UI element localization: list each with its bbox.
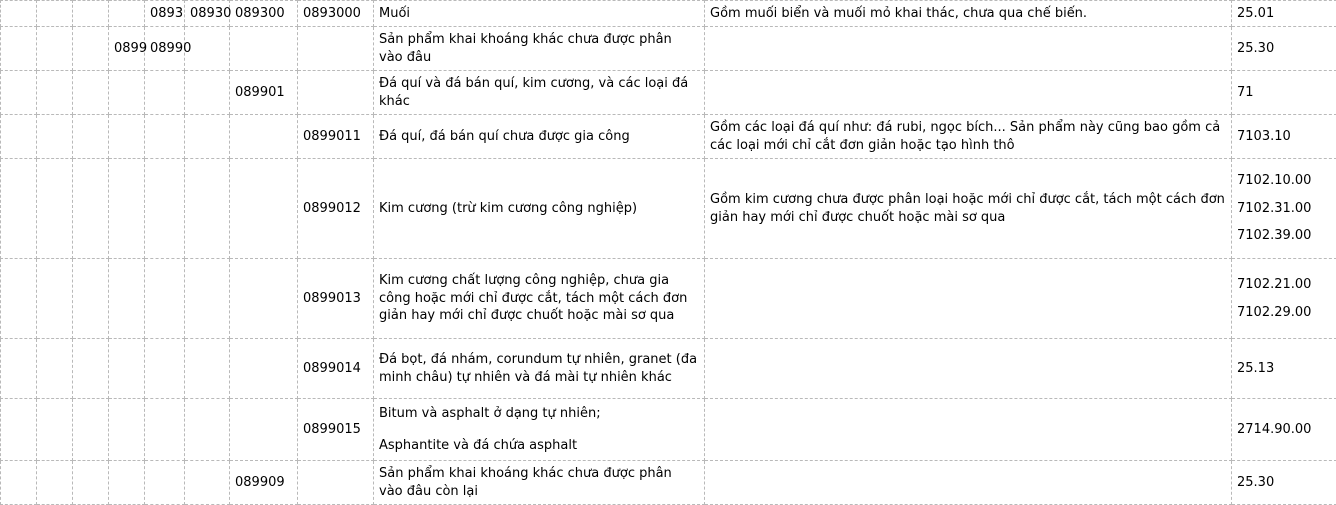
cell-level2 xyxy=(37,27,73,71)
cell-code4 xyxy=(145,399,185,461)
cell-note xyxy=(705,399,1232,461)
cell-level3 xyxy=(73,259,109,339)
cell-code5 xyxy=(185,339,230,399)
cell-level3 xyxy=(73,27,109,71)
hs-code-line: 7102.29.00 xyxy=(1237,299,1331,327)
hs-code-line: 7102.10.00 xyxy=(1237,167,1331,195)
cell-code5: 08930 xyxy=(185,1,230,27)
cell-level1 xyxy=(1,399,37,461)
cell-level1 xyxy=(1,71,37,115)
table-row xyxy=(1,71,1336,115)
cell-hs-code: 7103.10 xyxy=(1232,115,1336,159)
cell-code5 xyxy=(185,71,230,115)
cell-code6: 089909 xyxy=(230,461,298,505)
cell-code7: 0899015 xyxy=(298,399,374,461)
cell-description: Kim cương (trừ kim cương công nghiệp) xyxy=(374,159,705,259)
cell-code6 xyxy=(230,339,298,399)
cell-level3 xyxy=(73,115,109,159)
hs-code-line: 7102.21.00 xyxy=(1237,271,1331,299)
cell-hs-code: 25.13 xyxy=(1232,339,1336,399)
cell-level4 xyxy=(109,71,145,115)
table-row xyxy=(1,259,1336,339)
cell-hs-code: 25.30 xyxy=(1232,461,1336,505)
cell-code7: 0899014 xyxy=(298,339,374,399)
cell-code6 xyxy=(230,399,298,461)
table-row xyxy=(1,399,1336,461)
cell-level2 xyxy=(37,159,73,259)
table-row xyxy=(1,115,1336,159)
cell-note: Gồm kim cương chưa được phân loại hoặc mới chỉ được cắt, tách một cách đơn giản hay mới chỉ được chuốt hoặc mài sơ qua xyxy=(705,159,1232,259)
cell-description: Kim cương chất lượng công nghiệp, chưa gia công hoặc mới chỉ được cắt, tách một cách đơn giản hay mới chỉ được chuốt hoặc mài sơ qua xyxy=(374,259,705,339)
cell-level1 xyxy=(1,27,37,71)
cell-level3 xyxy=(73,1,109,27)
cell-code4 xyxy=(145,159,185,259)
description-line-2: Asphantite và đá chứa asphalt xyxy=(379,437,699,455)
cell-level2 xyxy=(37,71,73,115)
cell-level2 xyxy=(37,399,73,461)
cell-description: Muối xyxy=(374,1,705,27)
cell-note: Gồm muối biển và muối mỏ khai thác, chưa qua chế biến. xyxy=(705,1,1232,27)
cell-code6: 089901 xyxy=(230,71,298,115)
cell-note xyxy=(705,71,1232,115)
cell-note: Gồm các loại đá quí như: đá rubi, ngọc bích... Sản phẩm này cũng bao gồm cả các loại mới chỉ cắt đơn giản hoặc tạo hình thô xyxy=(705,115,1232,159)
cell-hs-code: 71 xyxy=(1232,71,1336,115)
cell-level4 xyxy=(109,399,145,461)
cell-level1 xyxy=(1,115,37,159)
cell-hs-code xyxy=(1232,159,1336,259)
cell-level3 xyxy=(73,159,109,259)
cell-code6 xyxy=(185,27,230,71)
cell-level4 xyxy=(109,115,145,159)
cell-description: Đá quí và đá bán quí, kim cương, và các loại đá khác xyxy=(374,71,705,115)
description-line-1: Bitum và asphalt ở dạng tự nhiên; xyxy=(379,405,699,423)
cell-code4: 0899 xyxy=(109,27,145,71)
cell-level3 xyxy=(73,399,109,461)
cell-level3 xyxy=(73,339,109,399)
cell-hs-code: 25.01 xyxy=(1232,1,1336,27)
cell-code6 xyxy=(230,159,298,259)
cell-description: Đá quí, đá bán quí chưa được gia công xyxy=(374,115,705,159)
cell-description: Sản phẩm khai khoáng khác chưa được phân vào đâu xyxy=(374,27,705,71)
cell-code7 xyxy=(298,71,374,115)
cell-code4 xyxy=(145,259,185,339)
cell-code7: 0899012 xyxy=(298,159,374,259)
cell-level4 xyxy=(109,1,145,27)
cell-level1 xyxy=(1,259,37,339)
cell-code4 xyxy=(145,71,185,115)
cell-level2 xyxy=(37,339,73,399)
cell-hs-code: 25.30 xyxy=(1232,27,1336,71)
cell-level1 xyxy=(1,159,37,259)
cell-code7: 0899013 xyxy=(298,259,374,339)
hs-code-line: 7102.39.00 xyxy=(1237,222,1331,250)
cell-code8 xyxy=(298,27,374,71)
hs-code-line: 7102.31.00 xyxy=(1237,195,1331,223)
cell-code7: 0893000 xyxy=(298,1,374,27)
cell-level3 xyxy=(73,71,109,115)
cell-description xyxy=(374,399,705,461)
cell-code5 xyxy=(185,115,230,159)
cell-code5 xyxy=(185,159,230,259)
cell-code4 xyxy=(145,339,185,399)
cell-level4 xyxy=(109,339,145,399)
cell-description: Sản phẩm khai khoáng khác chưa được phân vào đâu còn lại xyxy=(374,461,705,505)
table-row xyxy=(1,27,1336,71)
cell-code4: 0893 xyxy=(145,1,185,27)
cell-level4 xyxy=(109,159,145,259)
table-row xyxy=(1,339,1336,399)
cell-code4 xyxy=(145,115,185,159)
cell-code6 xyxy=(230,259,298,339)
cell-level1 xyxy=(1,1,37,27)
cell-code6: 089300 xyxy=(230,1,298,27)
cell-code7: 0899011 xyxy=(298,115,374,159)
cell-note xyxy=(705,339,1232,399)
cell-code6 xyxy=(230,115,298,159)
cell-level4 xyxy=(109,259,145,339)
cell-code5 xyxy=(185,259,230,339)
cell-description: Đá bọt, đá nhám, corundum tự nhiên, granet (đa minh châu) tự nhiên và đá mài tự nhiên khác xyxy=(374,339,705,399)
cell-level2 xyxy=(37,115,73,159)
cell-code5 xyxy=(185,399,230,461)
table-row xyxy=(1,159,1336,259)
cell-code5: 08990 xyxy=(145,27,185,71)
table-row xyxy=(1,1,1336,27)
cell-note xyxy=(705,27,1232,71)
table-body xyxy=(1,1,1336,505)
cell-level2 xyxy=(37,1,73,27)
cell-level2 xyxy=(37,259,73,339)
cell-level1 xyxy=(1,339,37,399)
cell-hs-code: 2714.90.00 xyxy=(1232,399,1336,461)
cell-code7 xyxy=(230,27,298,71)
cell-note xyxy=(705,259,1232,339)
cell-hs-code xyxy=(1232,259,1336,339)
